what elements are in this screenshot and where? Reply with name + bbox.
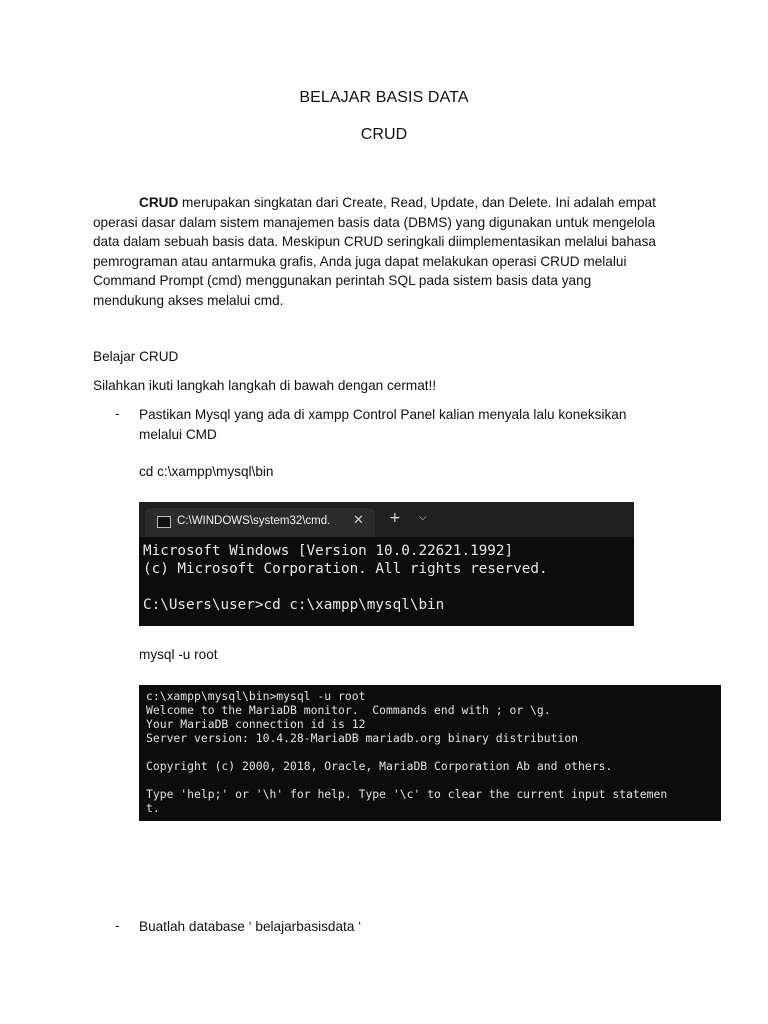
bullet-dash-2: - [115,918,120,933]
terminal-2-line: c:\xampp\mysql\bin>mysql -u root [146,689,366,703]
step2-text: Buatlah database ‘ belajarbasisdata ‘ [139,919,362,934]
terminal-2-line: Copyright (c) 2000, 2018, Oracle, MariaDB Corporation Ab and others. [146,759,613,773]
terminal-tab [145,508,375,537]
terminal-2-line: Welcome to the MariaDB monitor. Commands end with ; or \g. [146,703,551,717]
terminal-1-line: C:\Users\user>cd c:\xampp\mysql\bin [143,597,445,613]
document-title: BELAJAR BASIS DATA [299,89,469,106]
terminal-2-line [146,773,667,787]
intro-line-2: operasi dasar dalam sistem manajemen basis data (DBMS) yang digunakan untuk mengelola [93,214,656,230]
terminal-2-line: Your MariaDB connection id is 12 [146,717,366,731]
terminal-tab-bar [139,502,634,537]
terminal-1-line: (c) Microsoft Corporation. All rights reserved. [143,561,548,577]
terminal-screenshot-1 [139,502,634,626]
intro-line-3: data dalam sebuah basis data. Meskipun CRUD seringkali diimplementasikan melalui bahasa [93,234,656,249]
command-mysql: mysql -u root [139,647,218,662]
plus-icon: + [389,510,401,526]
document-subtitle: CRUD [360,126,408,143]
terminal-2-line: Type 'help;' or '\h' for help. Type '\c' to clear the current input statemen [146,787,668,801]
step1-line-1: Pastikan Mysql yang ada di xampp Control Panel kalian menyala lalu koneksikan [139,407,627,422]
terminal-2-output [146,689,667,815]
terminal-2-line: t. [146,801,160,815]
intro-line-1-text: merupakan singkatan dari Create, Read, Update, dan Delete. Ini adalah empat [178,195,656,210]
intro-line-5: Command Prompt (cmd) menggunakan perintah SQL pada sistem basis data yang [93,273,592,288]
intro-line-6: mendukung akses melalui cmd. [93,292,284,308]
section-heading: Belajar CRUD [93,349,179,364]
terminal-icon [157,516,171,528]
intro-bold-term: CRUD [139,195,179,210]
command-cd: cd c:\xampp\mysql\bin [139,464,274,479]
terminal-1-output [143,542,548,614]
bullet-dash-1: - [115,406,120,421]
terminal-screenshot-2 [139,685,721,821]
intro-line-4: pemrograman atau antarmuka grafis, Anda juga dapat melakukan operasi CRUD melalui [93,253,627,269]
close-icon: ✕ [353,513,364,528]
step1-line-2: melalui CMD [139,427,217,442]
intro-paragraph [93,193,683,310]
instruction-text: Silahkan ikuti langkah langkah di bawah dengan cermat!! [93,378,437,393]
terminal-1-line [143,578,548,596]
terminal-1-line: Microsoft Windows [Version 10.0.22621.1992] [143,543,514,559]
terminal-2-line: Server version: 10.4.28-MariaDB mariadb.org binary distribution [146,731,579,745]
intro-line-1 [93,193,683,213]
terminal-2-line [146,745,667,759]
chevron-down-icon: ⌵ [419,512,427,523]
terminal-tab-title: C:\WINDOWS\system32\cmd. [177,515,331,527]
